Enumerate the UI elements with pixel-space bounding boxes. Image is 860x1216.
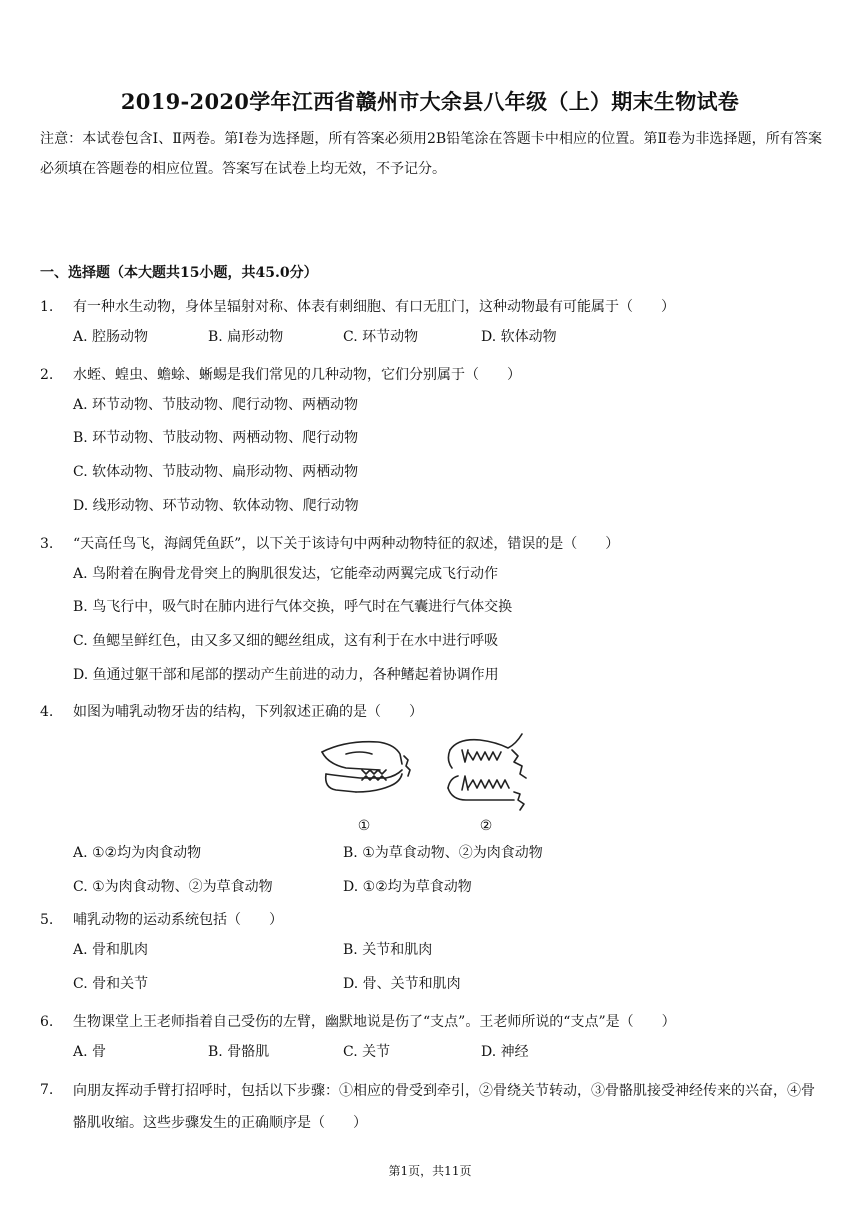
question-text: 水蛭、蝗虫、蟾蜍、蜥蜴是我们常见的几种动物，它们分别属于（ ） xyxy=(73,367,521,383)
option-d: D. 神经 xyxy=(481,1044,529,1060)
question-text: “天高任鸟飞，海阔凭鱼跃”，以下关于该诗句中两种动物特征的叙述，错误的是（ ） xyxy=(73,536,620,552)
option-a: A. 环节动物、节肢动物、爬行动物、两栖动物 xyxy=(73,397,359,413)
question-text: 哺乳动物的运动系统包括（ ） xyxy=(73,912,283,928)
question-text: 生物课堂上王老师指着自己受伤的左臂，幽默地说是伤了“支点”。王老师所说的“支点”是（ ） xyxy=(73,1014,676,1030)
question-text: 如图为哺乳动物牙齿的结构，下列叙述正确的是（ ） xyxy=(73,704,423,720)
option-c: C. 软体动物、节肢动物、扁形动物、两栖动物 xyxy=(73,464,359,480)
option-c: C. 骨和关节 xyxy=(73,976,149,992)
option-d: D. ①②均为草食动物 xyxy=(343,879,472,895)
option-d: D. 软体动物 xyxy=(481,329,557,345)
option-a: A. 骨 xyxy=(73,1044,107,1060)
exam-notice: 注意：本试卷包含Ⅰ、Ⅱ两卷。第Ⅰ卷为选择题，所有答案必须用2B铅笔涂在答题卡中相应的位置。第Ⅱ卷为非选择题，所有答案必须填在答题卷的相应位置。答案写在试卷上均无效，不予记分。 xyxy=(40,131,822,177)
question-number: 3. xyxy=(40,536,54,552)
question-number: 1. xyxy=(40,299,54,315)
teeth-figure xyxy=(316,730,546,836)
section-heading: 一、选择题（本大题共15小题，共45.0分） xyxy=(40,265,318,281)
option-d: D. 骨、关节和肌肉 xyxy=(343,976,461,992)
question-number: 6. xyxy=(40,1014,54,1030)
option-b: B. 骨骼肌 xyxy=(208,1044,270,1060)
option-a: A. 骨和肌肉 xyxy=(73,942,149,958)
option-b: B. ①为草食动物、②为肉食动物 xyxy=(343,845,543,861)
option-a: A. ①②均为肉食动物 xyxy=(73,845,202,861)
option-d: D. 鱼通过躯干部和尾部的摆动产生前进的动力，各种鳍起着协调作用 xyxy=(73,667,499,683)
exam-title: 2019-2020学年江西省赣州市大余县八年级（上）期末生物试卷 xyxy=(120,89,740,114)
figure-label-2: ② xyxy=(479,818,493,834)
figure-label-1: ① xyxy=(357,818,371,834)
question-text: 向朋友挥动手臂打招呼时，包括以下步骤：①相应的骨受到牵引，②骨绕关节转动，③骨骼肌接受神经传来的兴奋，④骨骼肌收缩。这些步骤发生的正确顺序是（ ） xyxy=(73,1083,815,1131)
option-c: C. 关节 xyxy=(343,1044,391,1060)
option-c: C. ①为肉食动物、②为草食动物 xyxy=(73,879,273,895)
question-number: 4. xyxy=(40,704,54,720)
page-footer: 第1页，共11页 xyxy=(388,1164,472,1178)
option-a: A. 鸟附着在胸骨龙骨突上的胸肌很发达，它能牵动两翼完成飞行动作 xyxy=(73,566,499,582)
option-c: C. 鱼鳃呈鲜红色，由又多又细的鳃丝组成，这有利于在水中进行呼吸 xyxy=(73,633,499,649)
option-c: C. 环节动物 xyxy=(343,329,419,345)
teeth-diagram xyxy=(316,730,546,836)
option-b: B. 关节和肌肉 xyxy=(343,942,433,958)
option-b: B. 环节动物、节肢动物、两栖动物、爬行动物 xyxy=(73,430,359,446)
option-d: D. 线形动物、环节动物、软体动物、爬行动物 xyxy=(73,498,359,514)
option-b: B. 扁形动物 xyxy=(208,329,284,345)
question-number: 5. xyxy=(40,912,54,928)
question-text: 有一种水生动物，身体呈辐射对称、体表有刺细胞、有口无肛门，这种动物最有可能属于（ ） xyxy=(73,299,675,315)
option-a: A. 腔肠动物 xyxy=(73,329,149,345)
question-number: 7. xyxy=(40,1082,54,1098)
option-b: B. 鸟飞行中，吸气时在肺内进行气体交换，呼气时在气囊进行气体交换 xyxy=(73,599,513,615)
question-number: 2. xyxy=(40,367,54,383)
